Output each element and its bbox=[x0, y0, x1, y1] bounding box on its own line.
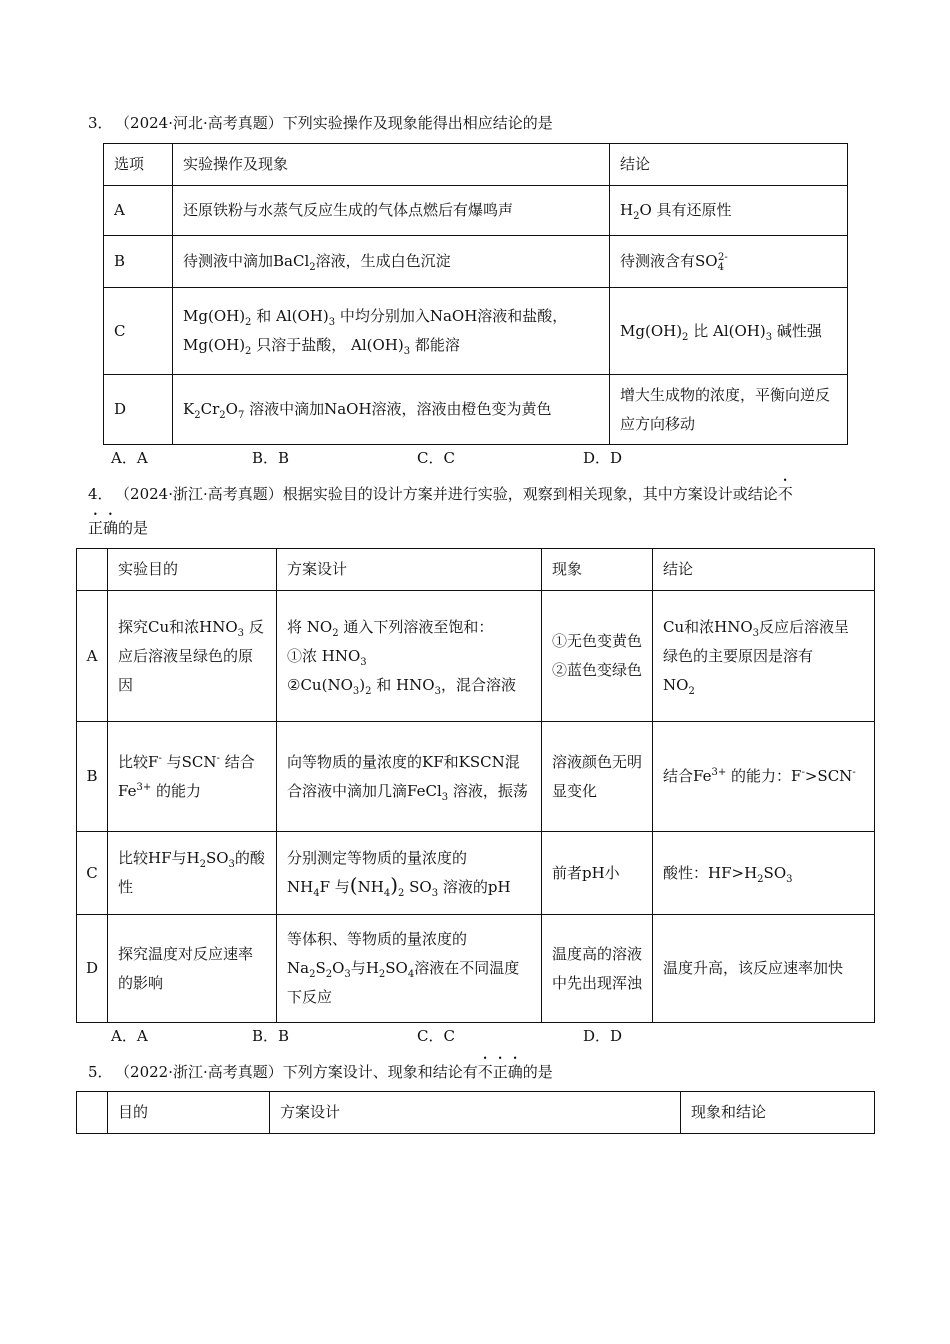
question-4-stem-cont bbox=[88, 510, 148, 543]
conclusion-text: 具有还原性 bbox=[656, 201, 732, 219]
conclusion-text: > bbox=[804, 767, 818, 785]
plan-cell: 向等物质的量浓度的KF和KSCN混合溶液中滴加几滴FeCl$_3$ 溶液，振荡 bbox=[277, 722, 542, 832]
table-header-cell: 选项 bbox=[104, 144, 173, 186]
operation-cell: 待测液中滴加BaCl$_2$溶液，生成白色沉淀 bbox=[173, 236, 610, 288]
table-header-cell: 现象 bbox=[542, 549, 653, 591]
question-number: 5． bbox=[88, 1063, 113, 1081]
table-header-cell: 现象和结论 bbox=[681, 1092, 875, 1134]
phenomenon-text: ②蓝色变绿色 bbox=[552, 661, 643, 679]
conclusion-text: 结合 bbox=[663, 767, 694, 785]
plan-text: 分别测定等物质的量浓度的 bbox=[287, 849, 468, 867]
table-header-cell: 方案设计 bbox=[277, 549, 542, 591]
table-row bbox=[77, 915, 875, 1023]
table-header-row bbox=[104, 144, 848, 186]
plan-text: 溶液的pH bbox=[442, 878, 511, 896]
question-number: 3． bbox=[88, 114, 113, 132]
option-c[interactable]: C．C bbox=[417, 449, 455, 467]
option-b[interactable]: B．B bbox=[252, 1027, 290, 1045]
table-header-cell bbox=[77, 549, 108, 591]
aim-text: 反应后溶液呈绿色的原因 bbox=[118, 617, 264, 694]
phenomenon-cell bbox=[542, 591, 653, 722]
conclusion-text: 碱性强 bbox=[776, 321, 822, 340]
operation-text: 待测液中滴加 bbox=[183, 252, 274, 270]
question-text: 下列方案设计、现象和结论有 bbox=[282, 1063, 478, 1081]
plan-text: 与 bbox=[350, 959, 366, 977]
operation-text: 都能溶 bbox=[414, 336, 460, 354]
table-header-row bbox=[77, 1092, 875, 1134]
aim-text: 探究Cu和浓 bbox=[118, 617, 200, 636]
table-row bbox=[77, 591, 875, 722]
plan-text: 与 bbox=[334, 878, 350, 896]
phenomenon-text: ①无色变黄色 bbox=[552, 632, 643, 650]
plan-text: 溶液在不同温度下反应 bbox=[287, 959, 520, 1006]
conclusion-cell: $H_2O$ 具有还原性 bbox=[610, 186, 848, 236]
aim-cell: 比较F- 与SCN- 结合 $Fe^{3+}$ 的能力 bbox=[108, 722, 277, 832]
operation-cell: $Mg(OH)_2$ 和 $Al(OH)_3$ 中均分别加入NaOH溶液和盐酸， $Mg(OH)_2$ 只溶于盐酸， $Al(OH)_3$ 都能溶 bbox=[173, 288, 610, 375]
question-3-stem bbox=[88, 108, 553, 138]
question-text: 根据实验目的设计方案并进行实验，观察到相关现象，其中方案设计或结论 bbox=[282, 485, 778, 503]
option-b[interactable]: B．B bbox=[252, 449, 290, 467]
option-c[interactable]: C．C bbox=[417, 1027, 455, 1045]
table-row bbox=[104, 186, 848, 236]
conclusion-cell: 增大生成物的浓度，平衡向逆反应方向移动 bbox=[610, 375, 848, 445]
aim-text: 结合 bbox=[224, 752, 255, 771]
question-source: （2024·河北·高考真题） bbox=[122, 114, 283, 132]
option-cell: A bbox=[104, 186, 173, 236]
plan-cell: 等体积、等物质的量浓度的 $Na_2S_2O_3$与$H_2SO_4$溶液在不同温度下反应 bbox=[277, 915, 542, 1023]
option-cell: A bbox=[77, 591, 108, 722]
plan-cell: 分别测定等物质的量浓度的 $NH_4F$ 与$(NH_4)_2$ $SO_3$ 溶液的pH bbox=[277, 832, 542, 915]
plan-text: 等体积、等物质的量浓度的 bbox=[287, 930, 468, 948]
question-5-table bbox=[76, 1091, 875, 1134]
question-text: 的是 bbox=[118, 519, 149, 537]
conclusion-text: HF> bbox=[708, 863, 745, 882]
operation-text: 只溶于盐酸， bbox=[256, 336, 347, 354]
table-header-cell bbox=[77, 1092, 108, 1134]
conclusion-text: 酸性： bbox=[663, 863, 709, 882]
plan-text: ② bbox=[287, 675, 301, 694]
option-cell: B bbox=[77, 722, 108, 832]
aim-text: 的酸性 bbox=[118, 849, 265, 896]
table-header-cell: 目的 bbox=[108, 1092, 270, 1134]
question-source: （2022·浙江·高考真题） bbox=[122, 1063, 283, 1081]
phenomenon-cell: 温度高的溶液中先出现浑浊 bbox=[542, 915, 653, 1023]
conclusion-text: 待测液含有 bbox=[620, 252, 696, 270]
aim-cell: 探究温度对反应速率的影响 bbox=[108, 915, 277, 1023]
option-cell: C bbox=[77, 832, 108, 915]
option-cell: D bbox=[104, 375, 173, 445]
operation-text: 中均分别加入NaOH溶液和盐酸， bbox=[339, 307, 568, 325]
phenomenon-cell: 前者pH小 bbox=[542, 832, 653, 915]
table-row bbox=[104, 375, 848, 445]
option-cell: C bbox=[104, 288, 173, 375]
aim-cell: 探究Cu和浓$HNO_3$ 反应后溶液呈绿色的原因 bbox=[108, 591, 277, 722]
option-cell: D bbox=[77, 915, 108, 1023]
question-number: 4． bbox=[88, 485, 113, 503]
option-a[interactable]: A．A bbox=[111, 1027, 148, 1045]
operation-cell: 还原铁粉与水蒸气反应生成的气体点燃后有爆鸣声 bbox=[173, 186, 610, 236]
table-header-cell: 实验目的 bbox=[108, 549, 277, 591]
plan-text: 通入下列溶液至饱和： bbox=[343, 617, 494, 636]
operation-text: 溶液中滴加NaOH溶液，溶液由橙色变为黄色 bbox=[249, 400, 552, 418]
plan-text: 将 bbox=[287, 617, 303, 636]
aim-cell: 比较HF与$H_2SO_3$的酸性 bbox=[108, 832, 277, 915]
conclusion-cell: 酸性：$HF>H_2SO_3$ bbox=[653, 832, 875, 915]
conclusion-cell: 结合$Fe^{3+}$ 的能力：F->SCN- bbox=[653, 722, 875, 832]
table-header-row bbox=[77, 549, 875, 591]
question-4-stem bbox=[88, 476, 868, 509]
question-text: 的是 bbox=[522, 1063, 553, 1081]
option-d[interactable]: D．D bbox=[583, 449, 623, 467]
aim-text: 比较HF与 bbox=[118, 849, 187, 867]
aim-text: 与 bbox=[166, 752, 182, 771]
conclusion-cell: 待测液含有$SO_4^{2-}$ bbox=[610, 236, 848, 288]
plan-text: 和 bbox=[376, 675, 392, 694]
question-5-stem bbox=[88, 1054, 553, 1087]
table-header-cell: 结论 bbox=[653, 549, 875, 591]
operation-text: 和 bbox=[256, 307, 272, 325]
plan-text: 溶液，振荡 bbox=[452, 781, 528, 800]
table-row bbox=[104, 236, 848, 288]
plan-text: ，混合溶液 bbox=[440, 675, 516, 694]
table-header-cell: 方案设计 bbox=[270, 1092, 681, 1134]
plan-cell: 将 $NO_2$ 通入下列溶液至饱和： ①浓 $HNO_3$ $②Cu(NO_3)_2$ 和 $HNO_3$，混合溶液 bbox=[277, 591, 542, 722]
option-cell: B bbox=[104, 236, 173, 288]
table-row bbox=[77, 832, 875, 915]
conclusion-cell: Cu和浓$HNO_3$反应后溶液呈绿色的主要原因是溶有 $NO_2$ bbox=[653, 591, 875, 722]
conclusion-cell: $Mg(OH)_2$ 比 $Al(OH)_3$ 碱性强 bbox=[610, 288, 848, 375]
phenomenon-cell: 溶液颜色无明显变化 bbox=[542, 722, 653, 832]
operation-cell: $K_2Cr_2O_7$ 溶液中滴加NaOH溶液，溶液由橙色变为黄色 bbox=[173, 375, 610, 445]
conclusion-text: 反应后溶液呈绿色的主要原因是溶有 bbox=[663, 617, 850, 665]
option-d[interactable]: D．D bbox=[583, 1027, 623, 1045]
conclusion-text: Cu和浓 bbox=[663, 617, 715, 636]
table-header-cell: 实验操作及现象 bbox=[173, 144, 610, 186]
operation-text: 溶液，生成白色沉淀 bbox=[315, 252, 451, 270]
plan-text: ①浓 bbox=[287, 646, 318, 665]
table-header-cell: 结论 bbox=[610, 144, 848, 186]
conclusion-text: 的能力： bbox=[731, 767, 792, 785]
table-row bbox=[104, 288, 848, 375]
question-3-table bbox=[103, 143, 848, 445]
question-4-table bbox=[76, 548, 875, 1023]
emphasis-text: 不正确 bbox=[477, 1063, 523, 1081]
table-row bbox=[77, 722, 875, 832]
conclusion-cell: 温度升高，该反应速率加快 bbox=[653, 915, 875, 1023]
aim-text: 比较 bbox=[118, 752, 149, 771]
conclusion-text: 比 bbox=[693, 321, 709, 340]
emphasis-text: 不 bbox=[777, 485, 793, 503]
question-text: 下列实验操作及现象能得出相应结论的是 bbox=[282, 114, 553, 132]
question-source: （2024·浙江·高考真题） bbox=[122, 485, 283, 503]
option-a[interactable]: A．A bbox=[111, 449, 148, 467]
aim-text: 的能力 bbox=[156, 781, 202, 800]
plan-text: 向等物质的量浓度的KF和KSCN混合溶液中滴加几滴 bbox=[287, 752, 520, 800]
emphasis-text: 正确 bbox=[88, 519, 119, 537]
